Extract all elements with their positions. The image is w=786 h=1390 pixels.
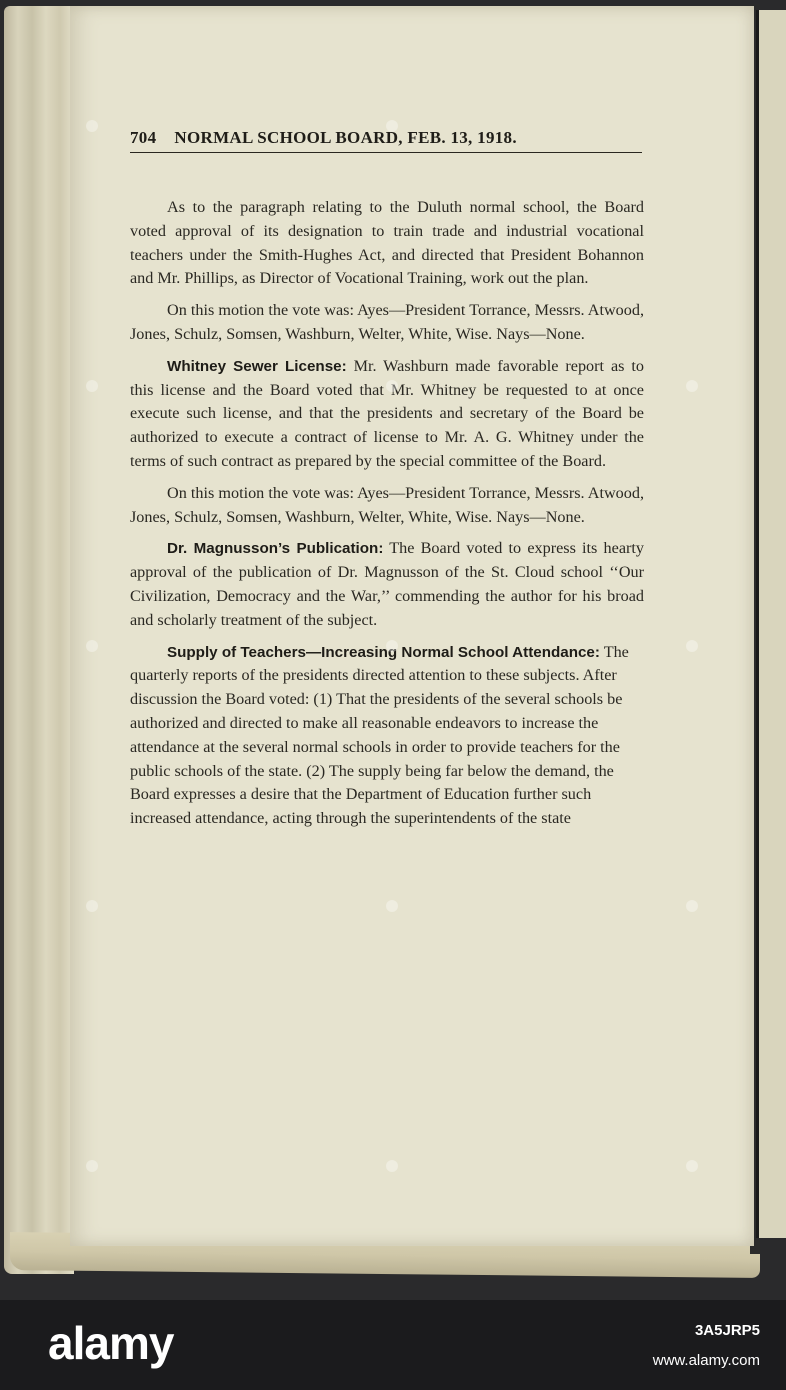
watermark-dot [386, 380, 398, 392]
page-body [130, 196, 644, 839]
watermark-dot [86, 900, 98, 912]
watermark-dot [686, 900, 698, 912]
facing-page [756, 10, 786, 1238]
site-url: www.alamy.com [652, 1352, 760, 1369]
watermark-footer [0, 1300, 786, 1390]
watermark-dot [386, 120, 398, 132]
watermark-dot [386, 640, 398, 652]
running-header [130, 128, 642, 153]
image-id: 3A5JRP5 [694, 1322, 760, 1339]
watermark-dot [86, 1160, 98, 1172]
paragraph-magnusson: Dr. Magnusson’s Publication: The Board voted to express its hearty approval of the publication of Dr. Magnusson of the St. Cloud school ‘‘Our Civilization, Democracy and the War,’’ commending the author for his broad and scholarly treatment of the subject. [130, 539, 644, 629]
alamy-logo: alamy [48, 1317, 174, 1369]
watermark-dot [86, 120, 98, 132]
paragraph-teachers: Supply of Teachers—Increasing Normal School Attendance: The quarterly reports of the presidents directed attention to these subjects. After discussion the Board voted: (1) That the presidents of the several schools be authorized and directed to make all reasonable endeavors to increase the attendance at the several normal schools in order to provide teachers for the public schools of the state. (2) The supply being far below the demand, the Board expresses a desire that the Department of Education further such increased attendance, acting through the superintendents of the state [130, 642, 629, 828]
watermark-dot [686, 380, 698, 392]
section-heading-magnusson: Dr. Magnusson’s Publication: [167, 540, 384, 558]
watermark-dot [686, 640, 698, 652]
watermark-dot [86, 640, 98, 652]
watermark-dot [86, 380, 98, 392]
watermark-dot [386, 1160, 398, 1172]
watermark-dot [686, 1160, 698, 1172]
running-title: NORMAL SCHOOL BOARD, FEB. 13, 1918. [174, 128, 517, 147]
paragraph-whitney: Whitney Sewer License: Mr. Washburn made favorable report as to this license and the Board voted that Mr. Whitney be requested to at once execute such license, and that the presidents and secretary of the Board be authorized to execute a contract of license to Mr. A. G. Whitney under the terms of such contract as prepared by the special committee of the Board. [130, 356, 644, 470]
section-heading-whitney: Whitney Sewer License: [167, 357, 347, 375]
section-heading-teachers: Supply of Teachers—Increasing Normal School Attendance: [167, 643, 600, 661]
page-edges [4, 6, 74, 1274]
paragraph-vote-2: On this motion the vote was: Ayes—President Torrance, Messrs. Atwood, Jones, Schulz, Somsen, Washburn, Welter, White, Wise. Nays—None. [130, 483, 644, 526]
paragraph-vote-1: On this motion the vote was: Ayes—President Torrance, Messrs. Atwood, Jones, Schulz, Somsen, Washburn, Welter, White, Wise. Nays—None. [130, 301, 644, 343]
paragraph-duluth: As to the paragraph relating to the Duluth normal school, the Board voted approval of its designation to train trade and industrial vocational teachers under the Smith-Hughes Act, and directed that President Bohannon and Mr. Phillips, as Director of Vocational Training, work out the plan. [130, 198, 644, 288]
watermark-dot [386, 900, 398, 912]
page-number: 704 [130, 128, 157, 147]
